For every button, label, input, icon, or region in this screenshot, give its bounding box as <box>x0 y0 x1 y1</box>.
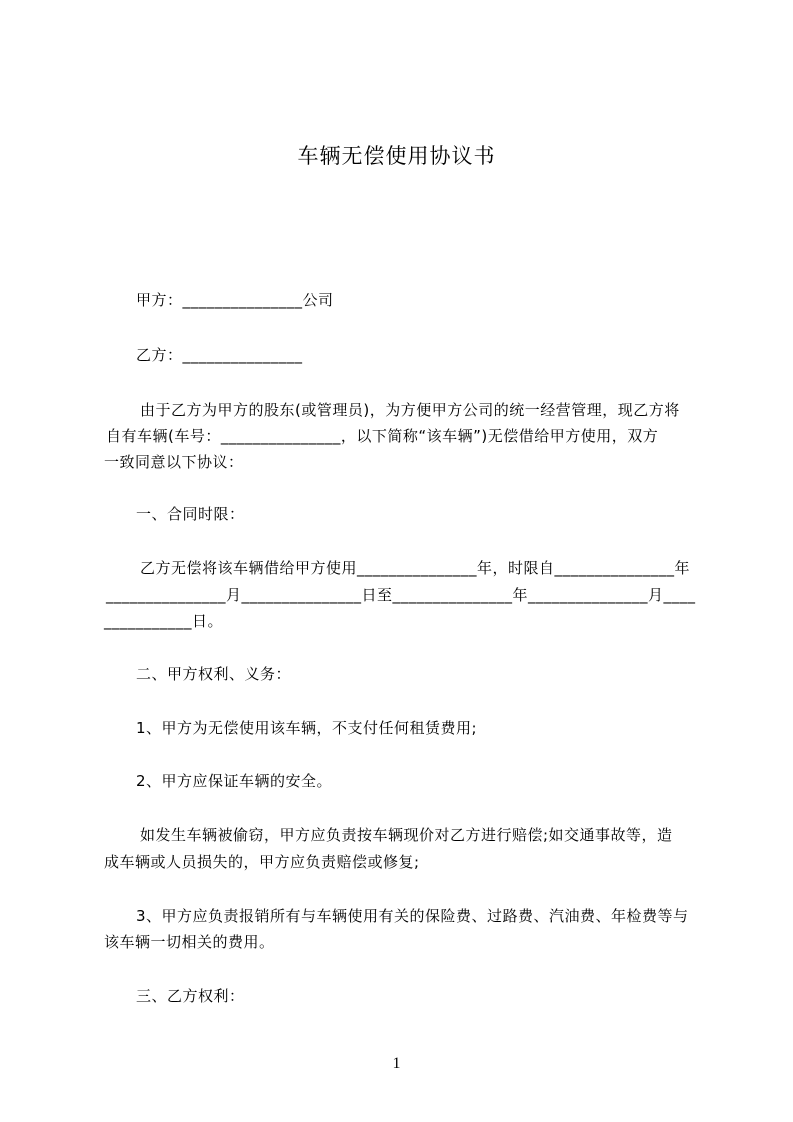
section2-item-1: 1、甲方为无偿使用该车辆，不支付任何租赁费用; <box>136 719 478 737</box>
section1-line-2: _______________月_______________日至_______________年_______________月____ <box>106 586 696 604</box>
section1-line-1: 乙方无偿将该车辆借给甲方使用_______________年，时限自_______________年 <box>140 559 691 577</box>
section2-item-3-line-1: 3、甲方应负责报销所有与车辆使用有关的保险费、过路费、汽油费、年检费等与 <box>136 907 689 925</box>
intro-line-2: 自有车辆(车号：_______________，以下简称“该车辆”)无偿借给甲方使用，双方 <box>106 427 659 445</box>
intro-line-1: 由于乙方为甲方的股东(或管理员)，为方便甲方公司的统一经营管理，现乙方将 <box>140 401 680 419</box>
section2-note-line-2: 成车辆或人员损失的，甲方应负责赔偿或修复; <box>104 853 420 871</box>
section2-item-3-line-2: 该车辆一切相关的费用。 <box>104 933 275 951</box>
section2-heading: 二、甲方权利、义务： <box>136 665 292 683</box>
page-number: 1 <box>392 1055 401 1072</box>
party-a-line: 甲方：_______________公司 <box>136 291 334 309</box>
section1-heading: 一、合同时限： <box>136 505 245 523</box>
party-b-line: 乙方：_______________ <box>136 346 303 364</box>
section1-line-3: ___________日。 <box>104 612 224 630</box>
section2-item-2: 2、甲方应保证车辆的安全。 <box>136 772 333 790</box>
document-title: 车辆无偿使用协议书 <box>297 144 496 168</box>
section2-note-line-1: 如发生车辆被偷窃，甲方应负责按车辆现价对乙方进行赔偿;如交通事故等，造 <box>140 826 673 844</box>
intro-line-3: 一致同意以下协议： <box>104 453 244 471</box>
section3-heading: 三、乙方权利： <box>136 987 245 1005</box>
